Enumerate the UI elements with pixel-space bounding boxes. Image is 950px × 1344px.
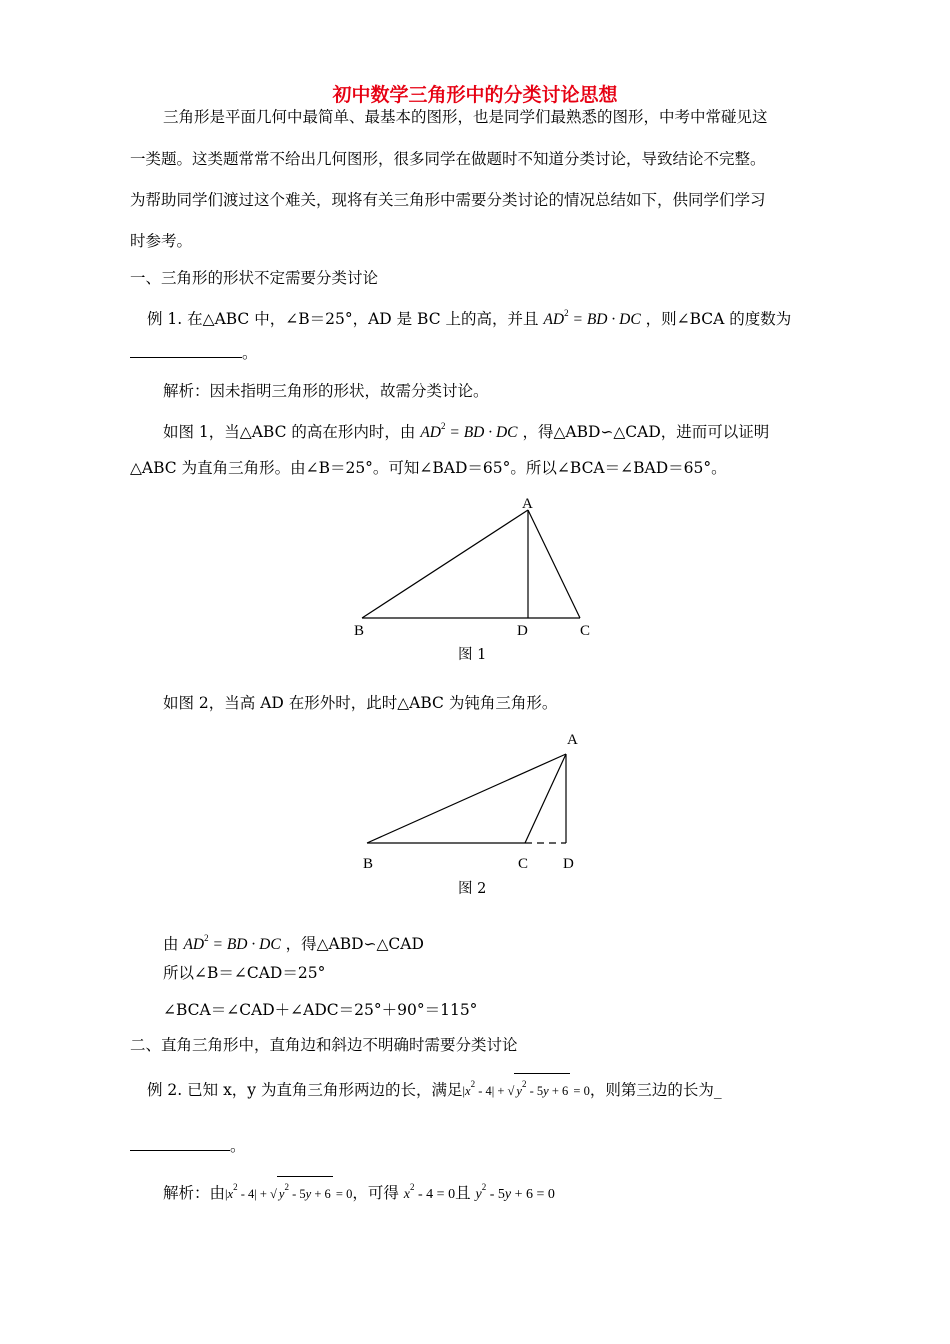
case-2: 如图 2，当高 AD 在形外时，此时△ABC 为钝角三角形。 xyxy=(163,694,558,712)
label-b: B xyxy=(363,856,374,872)
answer-blank[interactable] xyxy=(130,343,242,358)
analysis-2-equation-3: $y^2 - 5y + 6 = 0$ xyxy=(475,1182,555,1202)
label-c: C xyxy=(580,623,591,639)
example-1-answer xyxy=(130,343,258,363)
section-heading-1: 一、三角形的形状不定需要分类讨论 xyxy=(130,269,379,287)
example-2-answer xyxy=(130,1136,246,1156)
figure-2-caption: 图 2 xyxy=(458,881,487,897)
example-1 xyxy=(147,303,791,330)
intro-line-4: 时参考。 xyxy=(130,232,193,250)
analysis-2-and: 且 xyxy=(455,1184,471,1202)
derive-text-2: ，得△ABD∽△CAD xyxy=(285,935,424,953)
figure-1-caption: 图 1 xyxy=(458,647,487,663)
example-1-question: ，则∠BCA 的度数为 xyxy=(645,310,792,328)
analysis-2-text-2: ，可得 xyxy=(352,1184,399,1202)
side-ab xyxy=(362,510,528,618)
example-1-equation: $AD^2$ = BD · DC xyxy=(543,308,641,328)
analysis-2 xyxy=(163,1176,555,1205)
example-2-equation: $|x^2 - 4|$ + √ $y^2 - 5y + 6 = 0$ xyxy=(463,1084,590,1098)
example-2-end: 。 xyxy=(230,1137,246,1155)
example-2 xyxy=(147,1073,722,1101)
label-d: D xyxy=(517,623,528,639)
example-2-question: ，则第三边的长为_ xyxy=(589,1081,722,1099)
page-title: 初中数学三角形中的分类讨论思想 xyxy=(332,84,618,106)
figure-1 xyxy=(340,490,620,670)
intro-line-3: 为帮助同学们渡过这个难关，现将有关三角形中需要分类讨论的情况总结如下，供同学们学习 xyxy=(130,191,766,209)
case-1-equation: $AD^2$ = BD · DC xyxy=(420,421,518,441)
derive-line-3: ∠BCA＝∠CAD＋∠ADC＝25°＋90°＝115° xyxy=(163,1001,478,1019)
intro-line-1: 三角形是平面几何中最简单、最基本的图形，也是同学们最熟悉的图形，中考中常碰见这 xyxy=(163,108,768,126)
derive-line-1 xyxy=(163,928,424,955)
label-b: B xyxy=(354,623,365,639)
label-c: C xyxy=(518,856,529,872)
example-2-text: 例 2. 已知 x，y 为直角三角形两边的长，满足 xyxy=(147,1081,463,1099)
figure-2 xyxy=(355,725,595,900)
derive-equation: $AD^2$ = BD · DC xyxy=(183,933,281,953)
derive-text: 由 xyxy=(163,935,179,953)
derive-line-2: 所以∠B＝∠CAD＝25° xyxy=(163,964,326,982)
case-1-line-2: △ABC 为直角三角形。由∠B＝25°。可知∠BAD＝65°。所以∠BCA＝∠BAD＝65°。 xyxy=(130,459,727,477)
analysis-2-text: 解析：由 xyxy=(163,1184,226,1202)
answer-blank[interactable] xyxy=(130,1136,230,1151)
analysis-1: 解析：因未指明三角形的形状，故需分类讨论。 xyxy=(163,382,489,400)
example-1-end: 。 xyxy=(242,344,258,362)
analysis-2-equation: $|x^2 - 4|$ + √ $y^2 - 5y + 6 = 0$ xyxy=(225,1187,352,1201)
label-d: D xyxy=(563,856,574,872)
case-1-text-2: ，得△ABD∽△CAD，进而可以证明 xyxy=(522,423,770,441)
intro-line-2: 一类题。这类题常常不给出几何图形，很多同学在做题时不知道分类讨论，导致结论不完整。 xyxy=(130,150,766,168)
case-1-text: 如图 1，当△ABC 的高在形内时，由 xyxy=(163,423,416,441)
label-a: A xyxy=(522,496,533,512)
analysis-2-equation-2: $x^2 - 4 = 0$ xyxy=(403,1182,456,1202)
label-a: A xyxy=(567,732,578,748)
case-1-line-1 xyxy=(163,416,769,443)
side-ab xyxy=(367,754,566,843)
section-heading-2: 二、直角三角形中，直角边和斜边不明确时需要分类讨论 xyxy=(130,1036,518,1054)
side-ac xyxy=(525,754,566,843)
side-ac xyxy=(528,510,580,618)
example-1-text: 例 1. 在△ABC 中，∠B＝25°，AD 是 BC 上的高，并且 xyxy=(147,310,539,328)
